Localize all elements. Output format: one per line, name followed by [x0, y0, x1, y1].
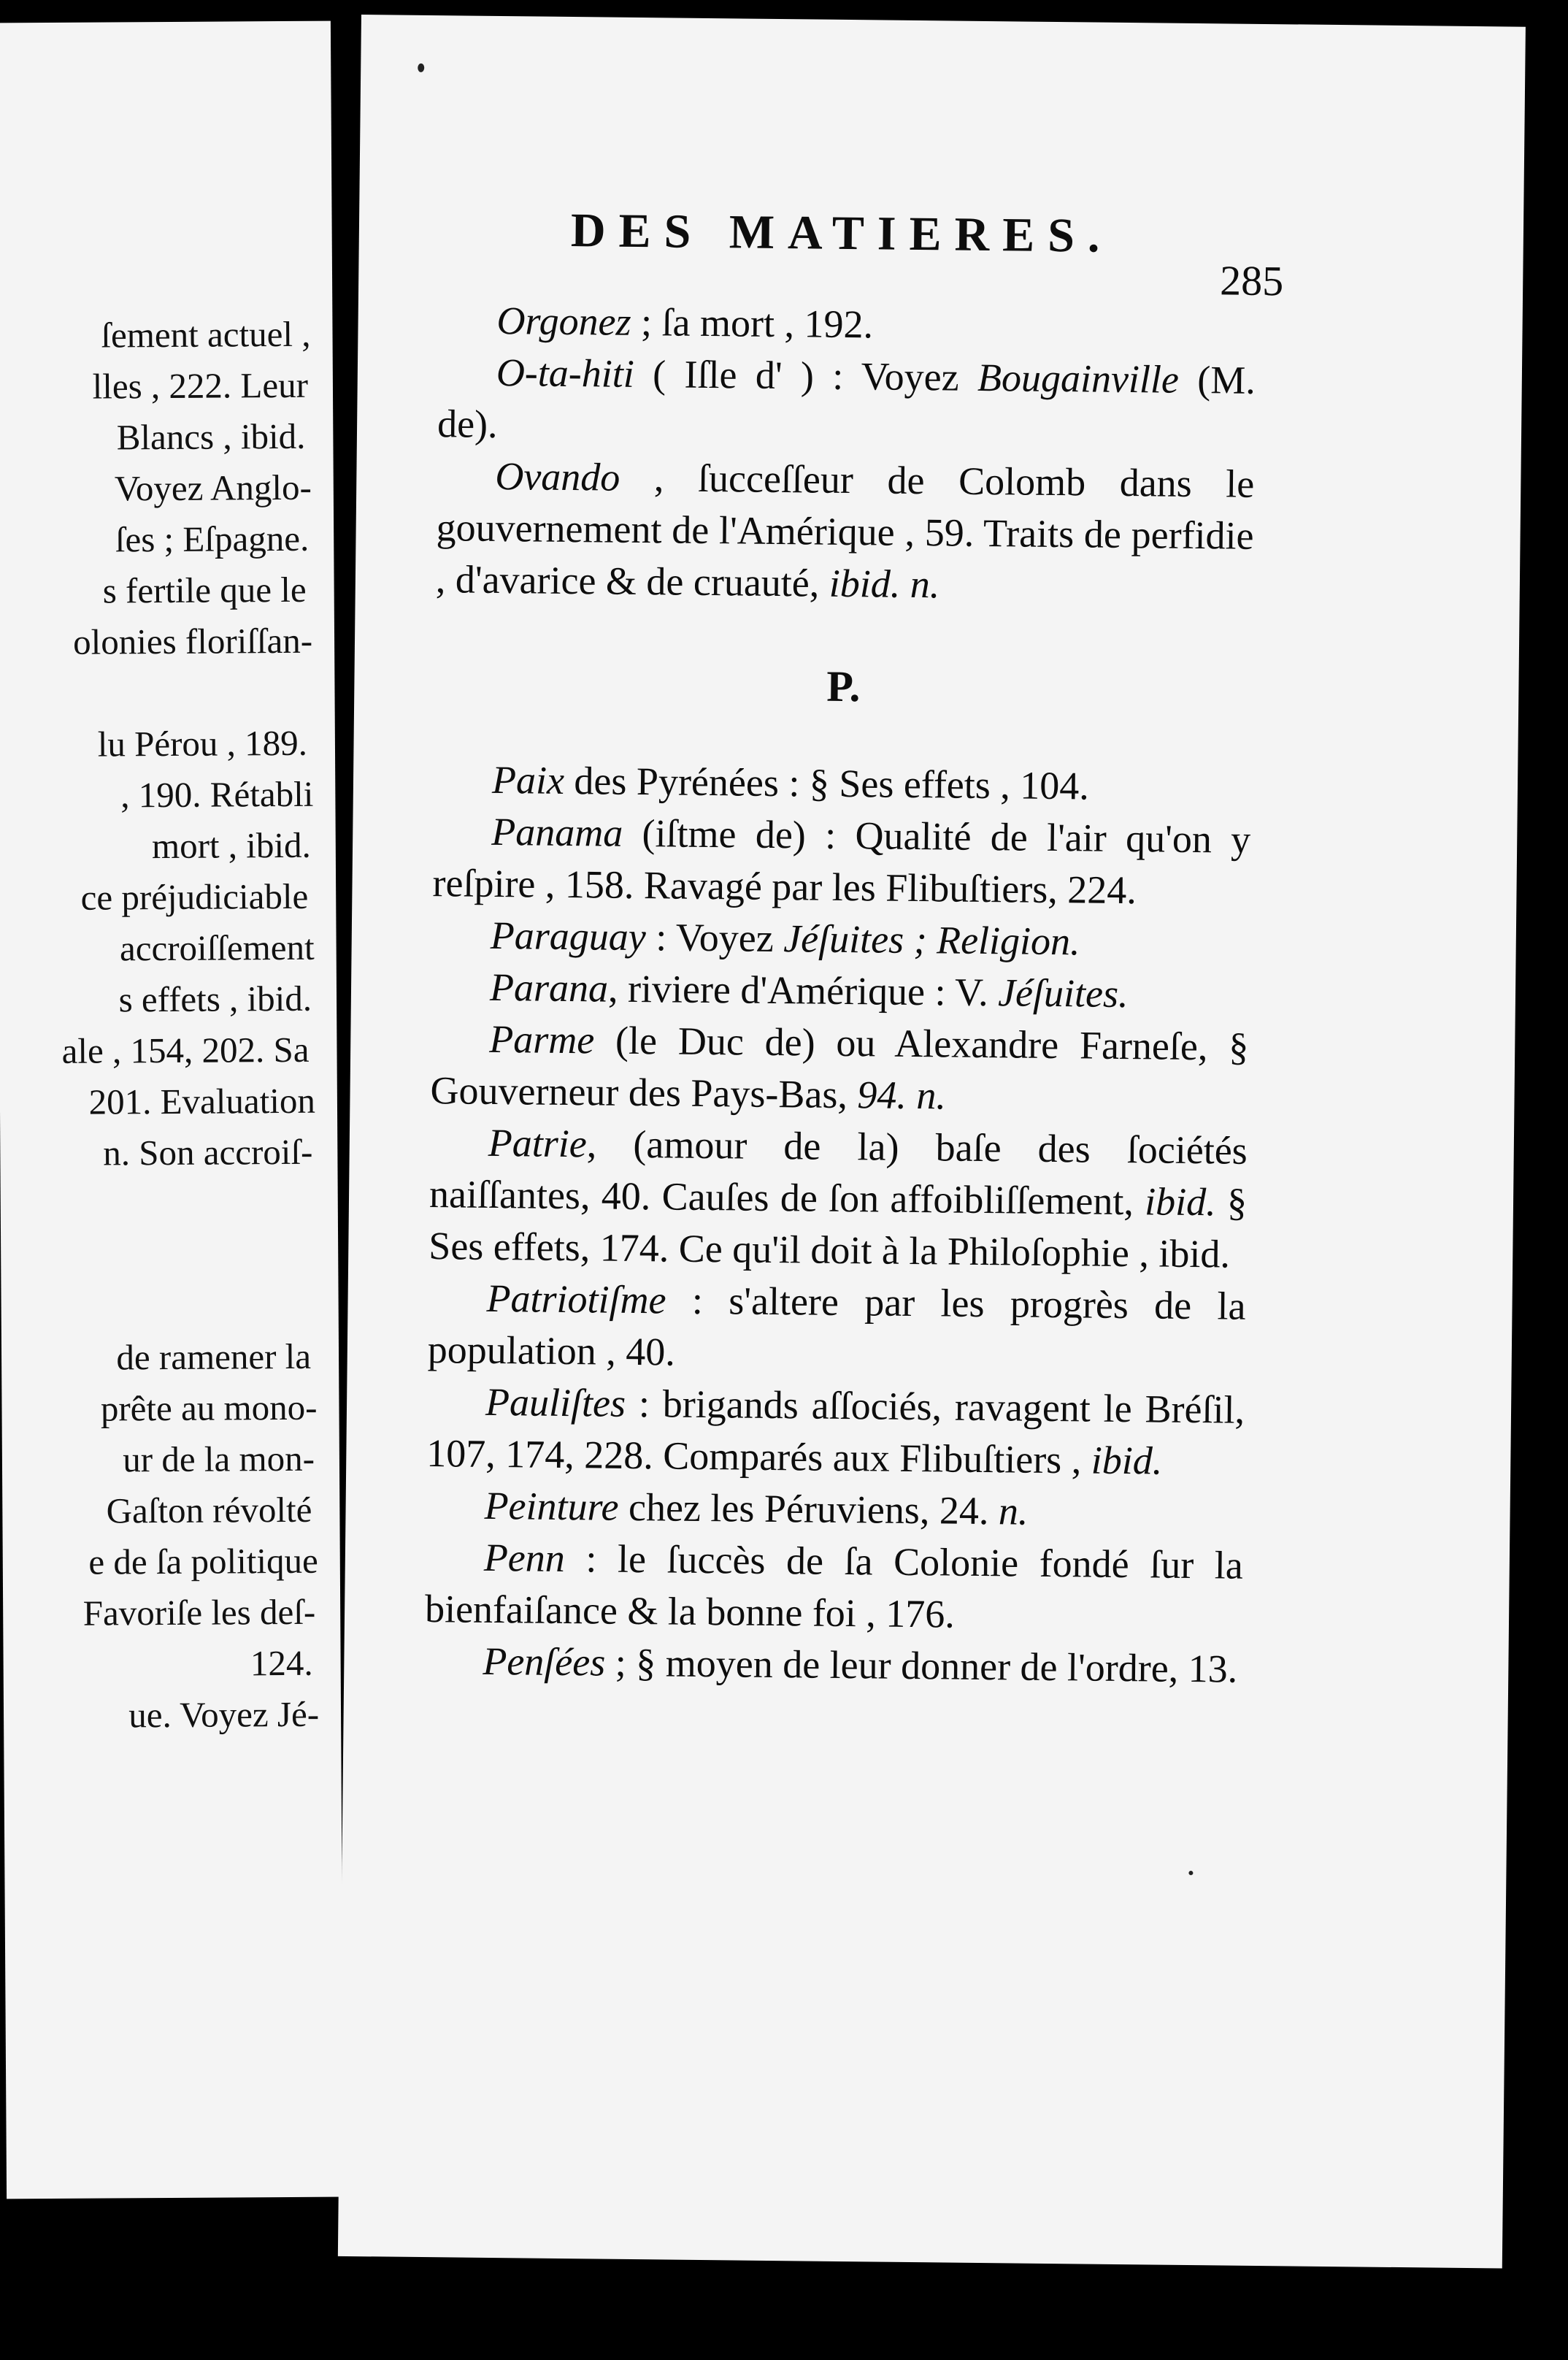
- entry-tail: (M. de).: [437, 357, 1256, 446]
- index-entry: [428, 1116, 1248, 1281]
- entry-text: , ſucceſſeur de Colomb dans le gouvernement de l'Amérique , 59. Traits de perfidie , d'avarice & de cruauté,: [435, 455, 1255, 605]
- left-page-line: ſement actuel ,: [101, 313, 311, 356]
- left-page-line: olonies floriſſan-: [72, 620, 313, 662]
- ink-speck: [1188, 1871, 1193, 1875]
- index-entries: [424, 294, 1256, 1696]
- index-entry: [427, 1272, 1245, 1384]
- entry-reference: ibid. n.: [829, 561, 940, 607]
- index-entry: [434, 754, 1252, 814]
- left-page-line: Blancs , ibid.: [116, 415, 306, 458]
- entry-text: ; § moyen de leur donner de l'ordre, 13.: [604, 1640, 1238, 1691]
- left-page-line: e de ſa politique: [88, 1540, 318, 1582]
- entries-p-section: [424, 754, 1251, 1696]
- entry-text: , riviere d'Amérique : V.: [607, 966, 999, 1015]
- left-page-line: Gaſton révolté: [106, 1489, 312, 1531]
- index-entry: [424, 1635, 1242, 1696]
- left-page-line: ſes ; Eſpagne.: [115, 518, 310, 560]
- index-entry: [425, 1531, 1243, 1644]
- index-entry: [426, 1479, 1244, 1540]
- entry-reference: Jéſuites ; Religion.: [783, 916, 1080, 964]
- right-page: [338, 15, 1526, 2269]
- entry-keyword: Peinture: [484, 1483, 619, 1529]
- entry-reference: n.: [998, 1489, 1029, 1533]
- left-page-line: ue. Voyez Jé-: [128, 1693, 320, 1736]
- index-entry: [432, 805, 1250, 918]
- left-page-text: [0, 21, 331, 1736]
- left-page-line: Favoriſe les deſ-: [82, 1591, 316, 1633]
- page-number: 285: [1219, 256, 1284, 305]
- entry-keyword: Ovando: [495, 453, 620, 499]
- entry-text: (iſtme de) : Qualité de l'air qu'on y reſpire , 158. Ravagé par les Flibuſtiers, 224.: [432, 811, 1251, 913]
- left-page-line: Voyez Anglo-: [114, 467, 312, 509]
- index-entry: [426, 1376, 1245, 1488]
- entry-text: ; ſa mort , 192.: [631, 299, 874, 347]
- entry-keyword: Penſées: [483, 1639, 606, 1685]
- left-page-line: mort , ibid.: [151, 824, 311, 867]
- entry-text: : le ſuccès de ſa Colonie fondé ſur la bienfaiſance & la bonne foi , 176.: [424, 1536, 1244, 1636]
- entry-tail: § Ses effets, 174. Ce qu'il doit à la Philoſophie , ibid.: [428, 1180, 1248, 1276]
- left-page-line: ur de la mon-: [123, 1438, 315, 1480]
- entry-text: : Voyez: [645, 915, 784, 961]
- section-letter: P.: [826, 662, 861, 711]
- entry-keyword: O-ta-hiti: [496, 350, 635, 396]
- left-page-line: , 190. Rétabli: [120, 773, 314, 816]
- entry-text: , (amour de la) baſe des ſociétés naiſſantes, 40. Cauſes de ſon affoibliſſement,: [428, 1122, 1248, 1224]
- entry-text: ( Iſle d' ) : Voyez: [634, 351, 978, 399]
- entry-reference: Jéſuites.: [997, 970, 1129, 1016]
- entry-reference: Bougainville: [977, 355, 1180, 402]
- index-entry: [430, 1013, 1248, 1125]
- entry-keyword: Panama: [491, 809, 623, 855]
- left-page-line: n. Son accroiſ-: [103, 1131, 313, 1173]
- left-page-line: ce préjudiciable: [80, 876, 309, 918]
- entry-reference: 94. n.: [857, 1073, 947, 1118]
- left-page: [0, 21, 344, 2199]
- entry-text: chez les Péruviens, 24.: [618, 1484, 999, 1533]
- entry-text: (le Duc de) ou Alexandre Farneſe, § Gouverneur des Pays-Bas,: [430, 1018, 1249, 1117]
- index-entry: [437, 346, 1256, 459]
- entry-keyword: Pauliſtes: [485, 1379, 626, 1425]
- entry-text: : brigands aſſociés, ravagent le Bréſil, 107, 174, 228. Comparés aux Flibuſtiers ,: [426, 1381, 1245, 1482]
- left-page-line: de ramener la: [116, 1336, 312, 1378]
- left-page-line: 201. Evaluation: [88, 1080, 316, 1122]
- left-page-line: s effets , ibid.: [118, 978, 312, 1020]
- entry-keyword: Patrie: [488, 1120, 588, 1166]
- entry-reference: ibid.: [1091, 1438, 1163, 1483]
- entry-text: : s'altere par les progrès de la population , 40.: [427, 1278, 1246, 1374]
- index-entry: [431, 909, 1250, 970]
- entries-o-section: [436, 294, 1256, 614]
- left-page-line: s fertile que le: [102, 569, 307, 611]
- index-entry: [431, 961, 1250, 1022]
- entry-keyword: Patriotiſme: [486, 1276, 666, 1322]
- entry-keyword: Parme: [489, 1016, 595, 1062]
- index-entry: [436, 450, 1255, 614]
- left-page-line: lles , 222. Leur: [92, 364, 309, 407]
- left-page-line: prête au mono-: [100, 1387, 318, 1429]
- entry-keyword: Paix: [491, 757, 565, 802]
- running-header: DES MATIERES.: [570, 204, 1113, 263]
- entry-keyword: Orgonez: [496, 298, 631, 344]
- left-page-line: ale , 154, 202. Sa: [61, 1029, 310, 1071]
- left-page-line: accroiſſement: [119, 927, 315, 969]
- entry-keyword: Penn: [483, 1535, 566, 1581]
- left-page-line: 124.: [250, 1642, 313, 1684]
- entry-text: des Pyrénées : § Ses effets , 104.: [564, 758, 1090, 808]
- index-entry: [438, 294, 1256, 355]
- entry-keyword: Parana: [489, 965, 609, 1011]
- left-page-line: lu Pérou , 189.: [97, 722, 308, 765]
- entry-reference: ibid.: [1144, 1179, 1217, 1225]
- entry-keyword: Paraguay: [490, 913, 647, 959]
- ink-speck: [418, 64, 424, 72]
